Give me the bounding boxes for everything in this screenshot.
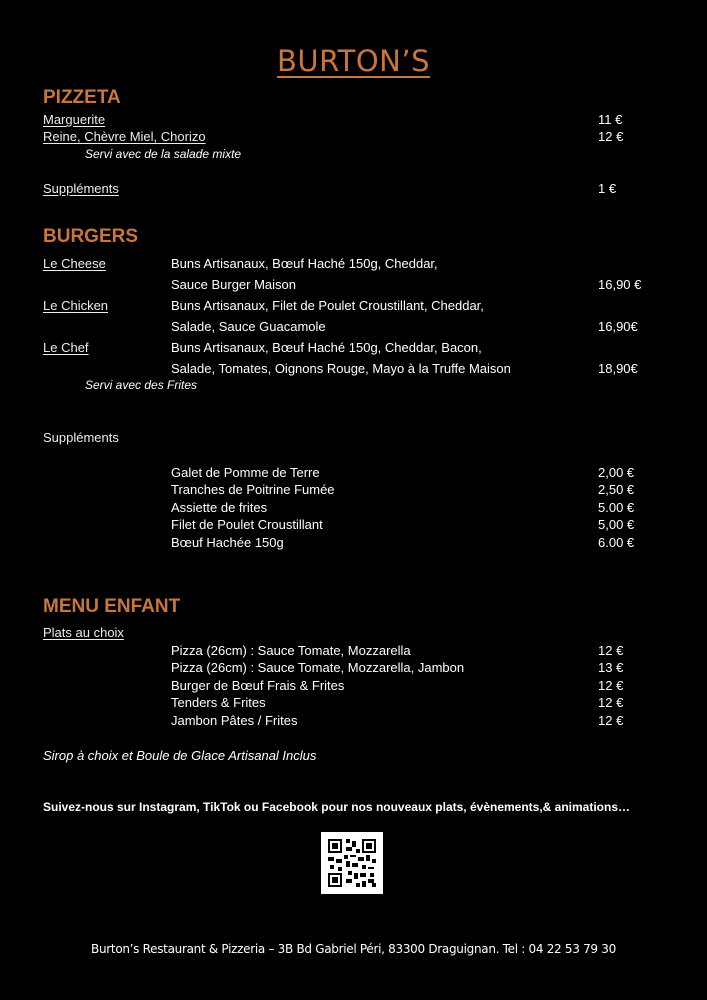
menu-item-price: 11 € [598, 112, 623, 127]
qr-code-icon[interactable] [321, 832, 383, 894]
kids-item-name: Tenders & Frites [171, 695, 266, 710]
kids-item-price: 12 € [598, 713, 624, 728]
supplement-name: Assiette de frites [171, 500, 268, 515]
burger-desc: Buns Artisanaux, Bœuf Haché 150g, Cheddar, [171, 256, 438, 271]
pizzeta-note: Servi avec de la salade mixte [85, 147, 242, 161]
burger-price: 18,90€ [598, 361, 638, 376]
kids-item-price: 12 € [598, 678, 624, 693]
burger-name: Le Cheese [43, 256, 106, 271]
burger-desc: Salade, Sauce Guacamole [171, 319, 326, 334]
burger-desc: Buns Artisanaux, Filet de Poulet Croustillant, Cheddar, [171, 298, 484, 313]
supplements-price: 1 € [598, 181, 617, 196]
menu-enfant-subheading: Plats au choix [43, 625, 124, 640]
burger-name: Le Chef [43, 340, 89, 355]
supplement-price: 2,00 € [598, 465, 635, 480]
social-media-text: Suivez-nous sur Instagram, TikTok ou Facebook pour nos nouveaux plats, évènements,& animations… [43, 800, 631, 814]
supplement-price: 6.00 € [598, 535, 635, 550]
supplement-name: Bœuf Hachée 150g [171, 535, 284, 550]
burger-desc: Salade, Tomates, Oignons Rouge, Mayo à la Truffe Maison [171, 361, 511, 376]
qr-code-pattern [328, 839, 376, 887]
kids-item-name: Jambon Pâtes / Frites [171, 713, 298, 728]
supplements-label: Suppléments [43, 181, 119, 196]
burger-price: 16,90 € [598, 277, 642, 292]
section-heading-menu-enfant: MENU ENFANT [43, 596, 181, 617]
page-title: BURTON’S [276, 44, 431, 78]
burger-supplements-label: Suppléments [43, 430, 119, 445]
kids-item-name: Pizza (26cm) : Sauce Tomate, Mozzarella [171, 643, 411, 658]
section-heading-pizzeta: PIZZETA [43, 87, 121, 108]
kids-item-name: Burger de Bœuf Frais & Frites [171, 678, 345, 693]
kids-item-name: Pizza (26cm) : Sauce Tomate, Mozzarella, Jambon [171, 660, 465, 675]
supplement-name: Tranches de Poitrine Fumée [171, 482, 335, 497]
burger-desc: Buns Artisanaux, Bœuf Haché 150g, Cheddar, Bacon, [171, 340, 482, 355]
burger-desc: Sauce Burger Maison [171, 277, 297, 292]
supplement-name: Filet de Poulet Croustillant [171, 517, 323, 532]
supplement-price: 5.00 € [598, 500, 635, 515]
menu-item-name: Marguerite [43, 112, 106, 127]
supplement-price: 5,00 € [598, 517, 635, 532]
supplement-name: Galet de Pomme de Terre [171, 465, 320, 480]
kids-item-price: 13 € [598, 660, 624, 675]
kids-item-price: 12 € [598, 643, 624, 658]
supplement-price: 2,50 € [598, 482, 635, 497]
burger-price: 16,90€ [598, 319, 638, 334]
footer-address: Burton’s Restaurant & Pizzeria – 3B Bd Gabriel Péri, 83300 Draguignan. Tel : 04 22 53 79 30 [91, 942, 616, 956]
burger-name: Le Chicken [43, 298, 109, 313]
section-heading-burgers: BURGERS [43, 226, 139, 247]
menu-enfant-note: Sirop à choix et Boule de Glace Artisanal Inclus [43, 748, 317, 763]
menu-item-name: Reine, Chèvre Miel, Chorizo [43, 129, 206, 144]
kids-item-price: 12 € [598, 695, 624, 710]
menu-item-price: 12 € [598, 129, 624, 144]
burgers-note: Servi avec des Frites [85, 378, 198, 392]
